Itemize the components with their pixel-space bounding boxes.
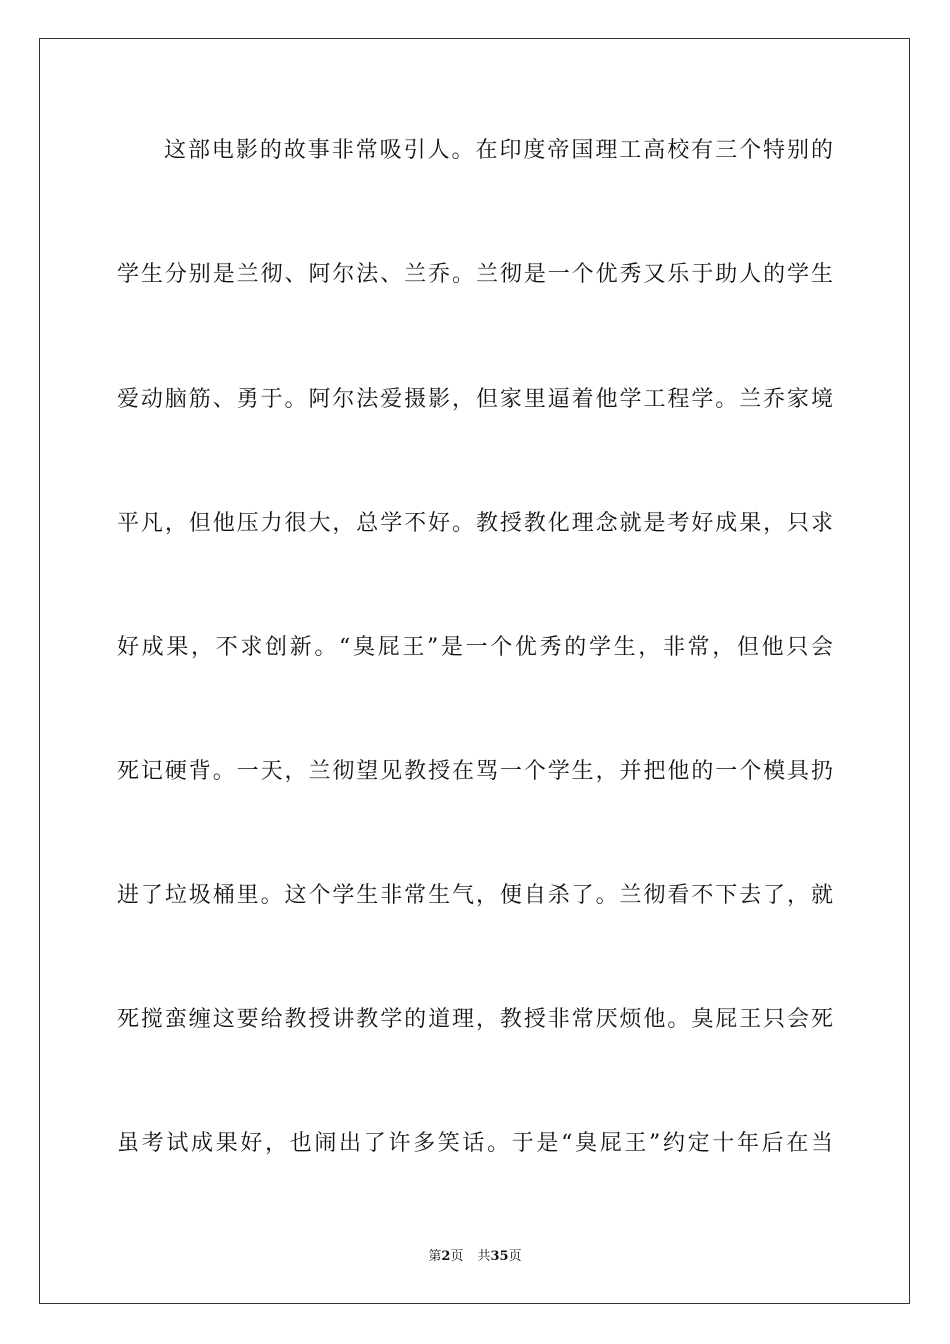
text-line-4: 平凡，但他压力很大，总学不好。教授教化理念就是考好成果，只求 <box>117 511 833 536</box>
text-line-9: 虽考试成果好，也闹出了许多笑话。于是“臭屁王”约定十年后在当 <box>117 1131 833 1156</box>
current-page-number: 2 <box>441 1249 451 1264</box>
page-footer <box>0 1248 950 1266</box>
total-page-count: 35 <box>490 1249 509 1264</box>
text-line-1: 这部电影的故事非常吸引人。在印度帝国理工高校有三个特别的 <box>164 138 833 163</box>
text-line-2: 学生分别是兰彻、阿尔法、兰乔。兰彻是一个优秀又乐于助人的学生 <box>117 262 833 287</box>
text-line-7: 进了垃圾桶里。这个学生非常生气，便自杀了。兰彻看不下去了，就 <box>117 883 833 908</box>
footer-total-prefix: 共 <box>477 1249 491 1264</box>
text-line-6: 死记硬背。一天，兰彻望见教授在骂一个学生，并把他的一个模具扔 <box>117 759 833 784</box>
footer-total-suffix: 页 <box>508 1249 522 1264</box>
text-line-3: 爱动脑筋、勇于。阿尔法爱摄影，但家里逼着他学工程学。兰乔家境 <box>117 387 833 412</box>
footer-prefix: 第 <box>428 1249 442 1264</box>
footer-page-suffix: 页 <box>450 1249 464 1264</box>
text-line-8: 死搅蛮缠这要给教授讲教学的道理，教授非常厌烦他。臭屁王只会死 <box>117 1007 833 1032</box>
text-line-5: 好成果，不求创新。“臭屁王”是一个优秀的学生，非常，但他只会 <box>117 635 833 660</box>
page-frame <box>39 38 910 1304</box>
